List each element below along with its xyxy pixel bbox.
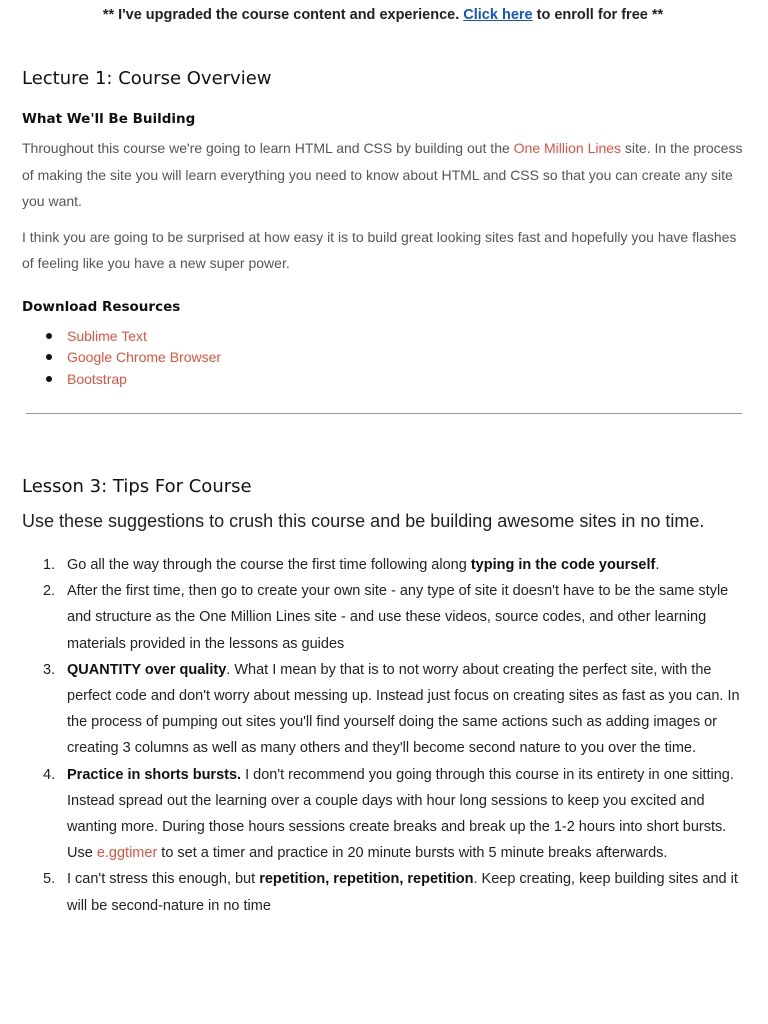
list-item [67,369,744,391]
eggtimer-link[interactable]: e.ggtimer [96,845,158,862]
tips-list [22,552,744,919]
one-million-lines-link[interactable]: One Million Lines [513,140,622,156]
tip-number: 2. [43,583,56,600]
tip-text: to set a timer and practice in 20 minute bursts with 5 minute breaks afterwards. [157,845,668,862]
list-item [67,326,744,348]
tip-number: 5. [43,871,56,888]
banner-text-before: ** I've upgraded the course content and experience. [102,7,464,23]
tip-number: 4. [43,766,56,783]
building-paragraph-1 [22,135,744,215]
tip-bold: Practice in shorts bursts. [67,766,242,783]
banner-text-after: to enroll for free ** [532,7,664,23]
list-item [43,552,744,578]
list-item [43,866,744,918]
bootstrap-link[interactable]: Bootstrap [67,370,127,387]
lesson-intro: Use these suggestions to crush this course and be building awesome sites in no time. [22,511,705,531]
list-item [67,347,744,369]
tip-number: 3. [43,661,56,678]
tip-text: . [655,557,660,573]
tip-text: Go all the way through the course the first time following along [67,557,471,573]
p1-text-a: Throughout this course we're going to learn HTML and CSS by building out the [22,140,514,156]
section-divider [26,413,742,414]
tip-bold: typing in the code yourself [470,557,656,573]
tip-text: . Keep creating, keep building sites and it will be second-nature in no time [67,871,738,914]
tip-number: 1. [43,557,56,573]
sublime-text-link[interactable]: Sublime Text [67,327,147,344]
resources-list [22,326,744,391]
chrome-browser-link[interactable]: Google Chrome Browser [67,349,222,365]
list-item [43,578,744,657]
tip-text: After the first time, then go to create your own site - any type of site it doesn't have to be the same style and structure as the One Million Lines site - and use these videos, source codes, and other learning materials provided in the lessons as guides [67,583,729,652]
tip-text: I don't recommend you going through this course in its entirety in one sitting. Instead spread out the learning over a couple days with hour long sessions to keep you excited and wanting more. During those hours sessions create breaks and break up the 1-2 hours into short bursts. Use [67,766,734,862]
p1-text-b: site. In the process of making the site you will learn everything you need to know about HTML and CSS so that you can create any site you want. [22,140,743,209]
resources-heading: Download Resources [22,298,181,315]
building-paragraph-2: I think you are going to be surprised at how easy it is to build great looking sites fast and hopefully you have flashes of feeling like you have a new super power. [22,228,737,271]
tip-text: . What I mean by that is to not worry about creating the perfect site, with the perfect code and don't worry about messing up. Instead just focus on creating sites as fast as you can. In the process of pumping out sites you'll find yourself doing the same actions such as adding images or creating 3 columns as well as many others and they'll become second nature to you over the time. [67,661,740,757]
building-heading: What We'll Be Building [22,111,196,127]
list-item [43,762,744,867]
enroll-banner [22,0,744,33]
tip-bold: repetition, repetition, repetition [259,871,474,888]
tip-text: I can't stress this enough, but [67,871,260,888]
tip-bold: QUANTITY over quality [67,661,227,678]
lecture-title: Lecture 1: Course Overview [22,68,272,89]
enroll-link[interactable]: Click here [463,7,533,23]
list-item [43,657,744,762]
lesson-title: Lesson 3: Tips For Course [22,476,252,497]
